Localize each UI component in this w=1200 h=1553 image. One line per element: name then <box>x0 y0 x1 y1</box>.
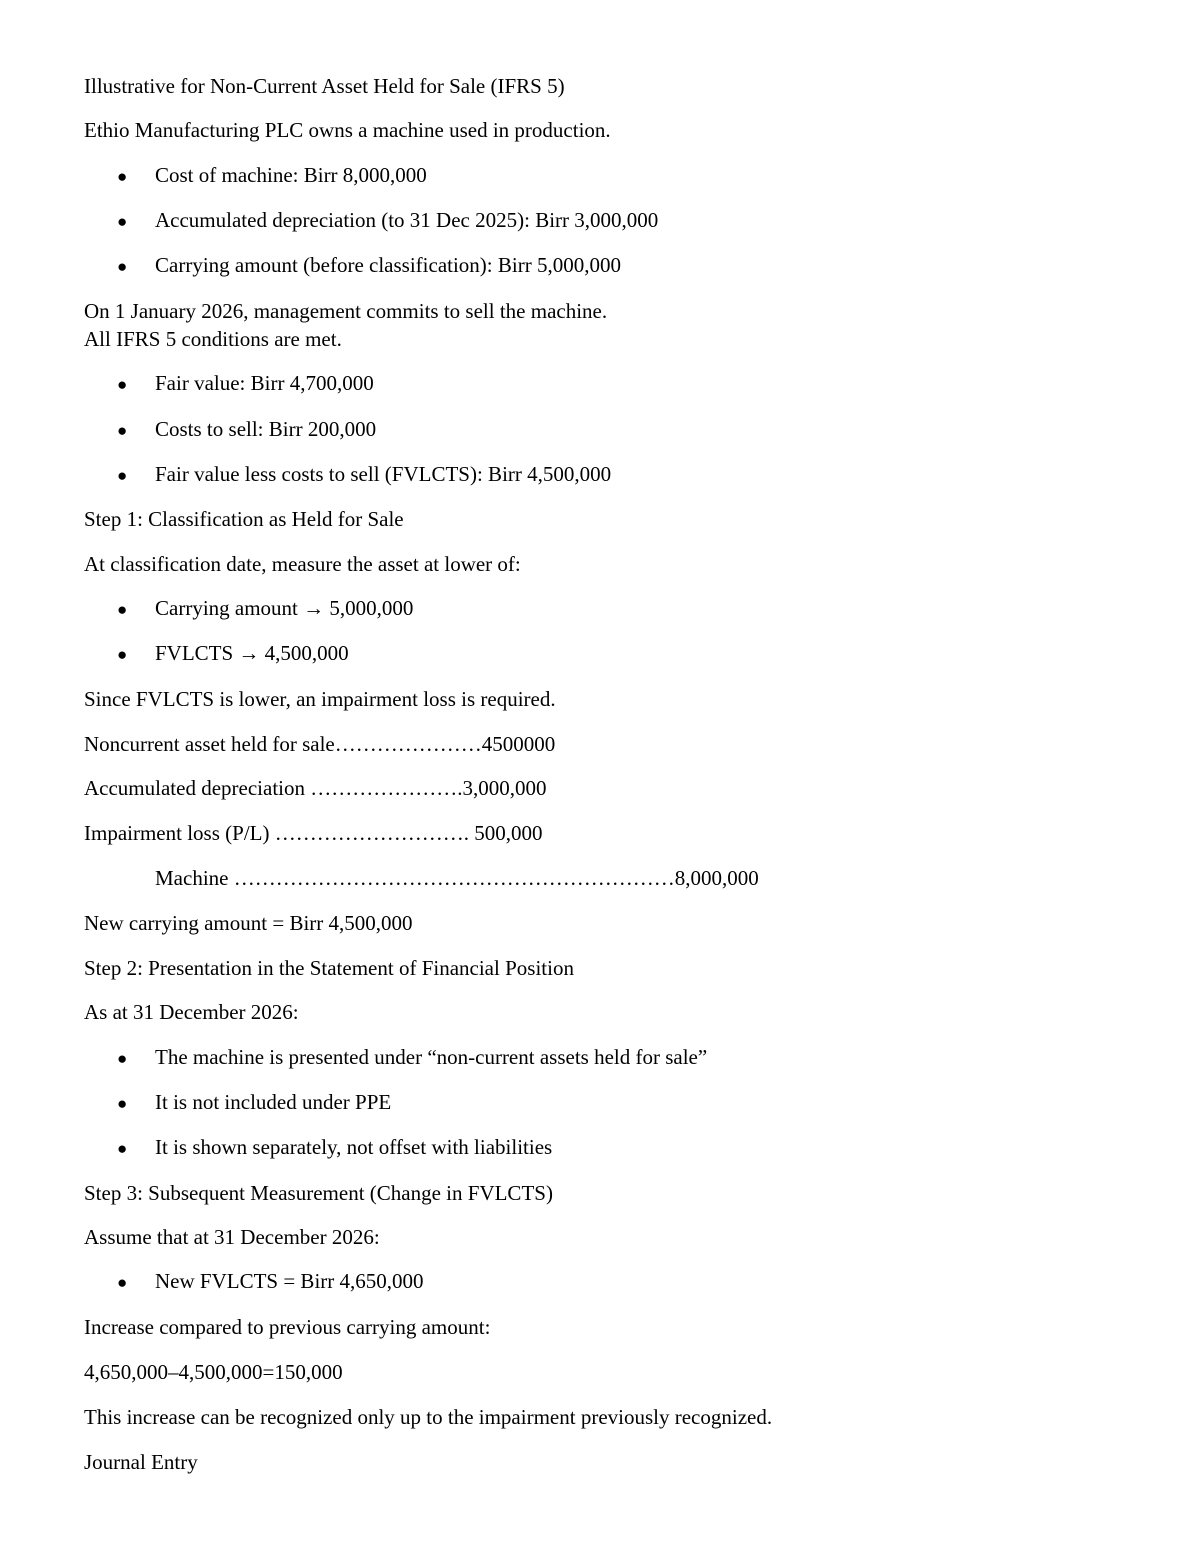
list-item-text: The machine is presented under “non-current assets held for sale” <box>155 1045 708 1069</box>
journal-line-held-for-sale: Noncurrent asset held for sale…………………4500000 <box>84 732 556 756</box>
increase-text: Increase compared to previous carrying amount: <box>84 1315 491 1339</box>
bullet-icon: ● <box>117 167 128 186</box>
list-item-text: FVLCTS → 4,500,000 <box>155 641 349 665</box>
bullet-icon: ● <box>117 466 128 485</box>
step2-heading: Step 2: Presentation in the Statement of Financial Position <box>84 956 574 980</box>
step1-text: At classification date, measure the asset at lower of: <box>84 552 521 576</box>
conditions-line: All IFRS 5 conditions are met. <box>84 327 342 351</box>
journal-entry-heading: Journal Entry <box>84 1450 198 1474</box>
journal-line-machine: Machine ………………………………………………………8,000,000 <box>155 866 759 890</box>
increase-note: This increase can be recognized only up to the impairment previously recognized. <box>84 1405 773 1429</box>
list-item <box>117 1133 552 1163</box>
list-item <box>117 1267 424 1297</box>
list-item-text: Costs to sell: Birr 200,000 <box>155 417 377 441</box>
bullet-icon: ● <box>117 421 128 440</box>
list-item-text: Fair value less costs to sell (FVLCTS): Birr 4,500,000 <box>155 462 612 486</box>
new-carrying-amount: New carrying amount = Birr 4,500,000 <box>84 911 413 935</box>
commit-line: On 1 January 2026, management commits to sell the machine. <box>84 299 608 323</box>
bullet-icon: ● <box>117 600 128 619</box>
bullet-icon: ● <box>117 1273 128 1292</box>
list-item-text: Carrying amount (before classification): Birr 5,000,000 <box>155 253 621 277</box>
step2-text: As at 31 December 2026: <box>84 1000 299 1024</box>
list-item <box>117 1043 707 1073</box>
list-item <box>117 206 658 236</box>
intro-paragraph: Ethio Manufacturing PLC owns a machine used in production. <box>84 118 611 142</box>
list-item <box>117 639 349 669</box>
bullet-icon: ● <box>117 1049 128 1068</box>
increase-calculation: 4,650,000–4,500,000=150,000 <box>84 1360 343 1384</box>
journal-line-accumulated-depreciation: Accumulated depreciation ………………….3,000,000 <box>84 776 547 800</box>
step1-heading: Step 1: Classification as Held for Sale <box>84 507 404 531</box>
bullet-icon: ● <box>117 375 128 394</box>
document-title: Illustrative for Non-Current Asset Held for Sale (IFRS 5) <box>84 74 565 98</box>
list-item <box>117 1088 391 1118</box>
list-item-text: Cost of machine: Birr 8,000,000 <box>155 163 427 187</box>
journal-line-impairment-loss: Impairment loss (P/L) ………………………. 500,000 <box>84 821 543 845</box>
list-item-text: It is not included under PPE <box>155 1090 392 1114</box>
list-item <box>117 460 611 490</box>
list-item-text: Carrying amount → 5,000,000 <box>155 596 414 620</box>
list-item-text: Accumulated depreciation (to 31 Dec 2025): Birr 3,000,000 <box>155 208 659 232</box>
list-item <box>117 161 427 191</box>
list-item-text: New FVLCTS = Birr 4,650,000 <box>155 1269 424 1293</box>
bullet-icon: ● <box>117 257 128 276</box>
list-item <box>117 415 376 445</box>
bullet-icon: ● <box>117 212 128 231</box>
step1-conclusion: Since FVLCTS is lower, an impairment loss is required. <box>84 687 556 711</box>
step3-heading: Step 3: Subsequent Measurement (Change in FVLCTS) <box>84 1181 553 1205</box>
list-item <box>117 369 374 399</box>
list-item-text: Fair value: Birr 4,700,000 <box>155 371 374 395</box>
step3-text: Assume that at 31 December 2026: <box>84 1225 380 1249</box>
bullet-icon: ● <box>117 645 128 664</box>
list-item <box>117 251 621 281</box>
bullet-icon: ● <box>117 1139 128 1158</box>
list-item <box>117 594 413 624</box>
list-item-text: It is shown separately, not offset with liabilities <box>155 1135 553 1159</box>
bullet-icon: ● <box>117 1094 128 1113</box>
